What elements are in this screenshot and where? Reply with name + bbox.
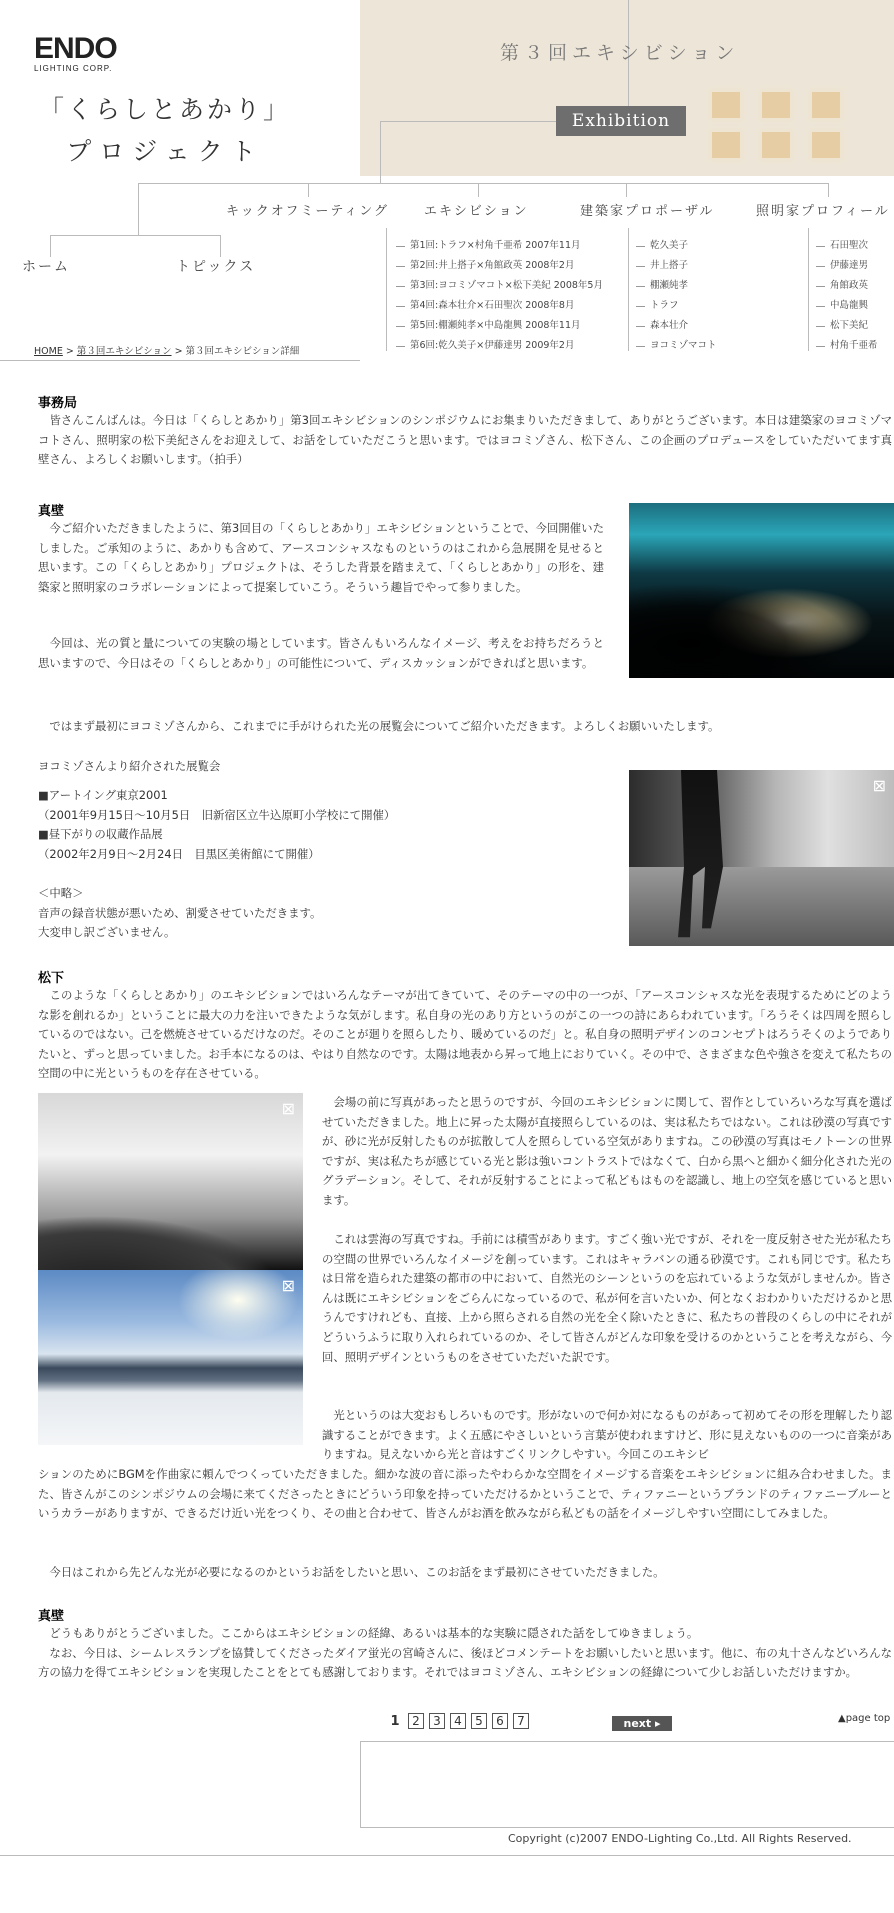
lighting-link[interactable]: 中島龍興 xyxy=(816,296,878,316)
lighting-link[interactable]: 村角千亜希 xyxy=(816,336,878,356)
architect-link[interactable]: 棚瀬純孝 xyxy=(636,276,717,296)
speaker-label: 松下 xyxy=(38,971,65,986)
tree-line xyxy=(380,121,381,183)
breadcrumb-current: 第３回エキシビション詳細 xyxy=(185,346,300,357)
page-current: 1 xyxy=(390,1714,400,1729)
tree-line xyxy=(386,228,387,351)
lighting-link[interactable]: 松下美紀 xyxy=(816,316,878,336)
speaker-label: 真壁 xyxy=(38,504,65,519)
paragraph: 今日はこれから先どんな光が必要になるのかというお話をしたいと思い、このお話をまず最初にさせていただきました。 xyxy=(38,1565,665,1579)
paragraph: 会場の前に写真があったと思うのですが、今回のエキシビションに関して、習作としていろいろな写真を選ばせていただきました。地上に昇った太陽が直接照らしているのは、実は私たちではない。これは砂漠の写真ですが、砂に光が反射したものが拡散して人を照らしている空気がありますね。この砂漠の写真はモノトーンの世界ですが、実は私たちが感じている光と影は強いコントラストではなくて、白から黒へと細かく細分化された光のグラデーション。そして、それが反射することによって私どもはものを認識し、地上の空気を感じていると思います。 xyxy=(322,1095,892,1207)
tree-line xyxy=(220,235,221,257)
breadcrumb-separator: > xyxy=(171,346,186,357)
omission-line: 音声の録音状態が悪いため、割愛させていただきます。 xyxy=(38,905,322,920)
page-top-link[interactable]: ▲page top xyxy=(838,1713,891,1724)
exhibition-link-5[interactable]: 第5回:棚瀬純孝×中島龍興 2008年11月 xyxy=(396,316,603,336)
footer-box xyxy=(360,1741,894,1828)
tree-line xyxy=(138,183,828,184)
exhibition-sublist xyxy=(396,236,603,356)
tree-line xyxy=(478,183,479,197)
nav-lighting-profile[interactable]: 照明家プロフィール xyxy=(756,204,890,219)
nav-exhibition[interactable]: エキシビション xyxy=(424,204,529,219)
paragraph: 光というのは大変おもしろいものです。形がないので何か対になるものがあって初めてその形を理解したり認識することができます。よく五感にやさしいという言葉が使われますけど、形に見えないものの一つに音楽がありますね。見えないから光と音はすごくリンクしやすい。今回このエキシビ xyxy=(322,1408,892,1462)
exhibition-link-6[interactable]: 第6回:乾久美子×伊藤達男 2009年2月 xyxy=(396,336,603,356)
breadcrumb-exhibition[interactable]: 第３回エキシビション xyxy=(76,346,172,357)
endo-logo[interactable] xyxy=(34,32,144,73)
exhibition-link-4[interactable]: 第4回:森本壮介×石田聖次 2008年8月 xyxy=(396,296,603,316)
sea-of-clouds-photo[interactable] xyxy=(38,1270,303,1445)
project-title-line2: プロジェクト xyxy=(66,137,264,166)
tree-line xyxy=(628,228,629,351)
page-link-5[interactable]: 5 xyxy=(471,1713,487,1729)
breadcrumb xyxy=(34,343,299,357)
decor-square-icon xyxy=(812,132,840,158)
intro-list xyxy=(38,786,618,864)
speaker-label: 事務局 xyxy=(38,396,78,411)
lighting-sublist xyxy=(816,236,878,356)
paragraph: このような「くらしとあかり」のエキシビションではいろんなテーマが出てきていて、そのテーマの中の一つが、「アースコンシャスな光を表現するためにどのような影を創れるか」ということに最大の力を注いできたような気がします。私自身の光のあり方というのがこの一つの詩にあらわれています。「ろうそくは四周を照らしているのではない。己を燃焼させているだけなのだ。そのことが廻りを照らしたり、暖めているのだ」と。私自身の照明デザインのコンセプトはろうそくのようでありたいと、ずっと思っていました。お手本になるのは、やはり自然なのです。太陽は地表から昇って地上におりていく。その中で、さまざまな色や強さを変えて私たちの空間の中に光というものを存在させている。 xyxy=(38,988,892,1081)
tree-line xyxy=(50,235,220,236)
architect-sublist xyxy=(636,236,717,356)
nav-kickoff-meeting[interactable]: キックオフミーティング xyxy=(226,204,390,219)
intro-line: （2002年2月9日〜2月24日 目黒区美術館にて開催） xyxy=(38,846,320,861)
audience-shadow xyxy=(629,573,894,678)
next-label: next xyxy=(623,1717,652,1730)
exhibition-badge: Exhibition xyxy=(556,106,686,136)
nav-topics[interactable]: トピックス xyxy=(176,259,256,275)
tree-line xyxy=(380,121,556,122)
paragraph: 皆さんこんばんは。今日は「くらしとあかり」第3回エキシビションのシンポジウムにお集まりいただきまして、ありがとうございます。本日は建築家のヨコミゾマコトさん、照明家の松下美紀さんをお迎えして、お話をしていただこうと思います。ではヨコミゾさん、松下さん、この企画のプロデュースをしていただいてます真壁さん、よろしくお願いします。（拍手） xyxy=(38,413,892,467)
exhibition-walk-photo[interactable] xyxy=(629,770,894,946)
paragraph: どうもありがとうございました。ここからはエキシビションの経緯、あるいは基本的な実験に隠された話をしてゆきましょう。 なお、今日は、シームレスランプを協賛してくださったダイア蛍光の宮崎さんに、後ほどコメンテートをお願いしたいと思います。他に、布の丸十さんなどいろんな方の協力を得てエキシビションを実現したことをとても感謝しております。それではヨコミゾさん、エキシビションの経緯について少しお話しいただけますか。 xyxy=(38,1626,892,1680)
intro-line: ■アートイング東京2001 xyxy=(38,788,168,802)
copyright: Copyright (c)2007 ENDO-Lighting Co.,Ltd. All Rights Reserved. xyxy=(508,1832,852,1845)
page-link-4[interactable]: 4 xyxy=(450,1713,466,1729)
pagination xyxy=(387,1713,534,1729)
architect-link[interactable]: 森本壮介 xyxy=(636,316,717,336)
decor-square-icon xyxy=(762,92,790,118)
tree-line xyxy=(808,228,809,351)
omission-line: ＜中略＞ xyxy=(38,886,84,900)
tree-line xyxy=(828,183,829,197)
tree-line xyxy=(308,183,309,197)
architect-link[interactable]: トラフ xyxy=(636,296,717,316)
seminar-photo xyxy=(629,503,894,678)
zoom-icon[interactable]: ⊠ xyxy=(872,776,886,795)
project-title-line1: 「くらしとあかり」 xyxy=(38,95,291,124)
lighting-link[interactable]: 伊藤達男 xyxy=(816,256,878,276)
project-title xyxy=(30,90,300,168)
tree-line xyxy=(138,183,139,235)
paragraph: ではまず最初にヨコミゾさんから、これまでに手がけられた光の展覧会についてご紹介いただきます。よろしくお願いいたします。 xyxy=(38,719,720,733)
logo-subtext: LIGHTING CORP. xyxy=(34,64,113,73)
intro-line: （2001年9月15日〜10月5日 旧新宿区立牛込原町小学校にて開催） xyxy=(38,807,396,822)
exhibition-link-2[interactable]: 第2回:井上搭子×角館政英 2008年2月 xyxy=(396,256,603,276)
header-divider xyxy=(0,360,360,361)
photo-floor xyxy=(629,867,894,946)
decor-square-icon xyxy=(762,132,790,158)
lighting-link[interactable]: 角館政英 xyxy=(816,276,878,296)
page-link-6[interactable]: 6 xyxy=(492,1713,508,1729)
desert-dune-photo[interactable] xyxy=(38,1093,303,1270)
omission-line: 大変申し訳ございません。 xyxy=(38,925,176,940)
paragraph: 今回は、光の質と量についての実験の場としています。皆さんもいろんなイメージ、考えをお持ちだろうと思いますので、今日はその「くらしとあかり」の可能性について、ディスカッションができればと思います。 xyxy=(38,636,604,670)
decor-square-icon xyxy=(712,92,740,118)
tree-line xyxy=(626,183,627,197)
omission-note xyxy=(38,884,618,943)
paragraph: ションのためにBGMを作曲家に頼んでつくっていただきました。細かな波の音に添ったやわらかな空間をイメージする音楽をエキシビションに組み合わせました。また、皆さんがこのシンポジウムの会場に来てくださったときにどういう印象を持っていただけるかということで、ティファニーというブランドのティファニーブルーというカラーがありますが、できるだけ近い光をつくり、その曲と合わせて、皆さんがお酒を飲みながら私どもの話をイメージしやすい空間にしてみました。 xyxy=(38,1467,892,1521)
exhibition-link-3[interactable]: 第3回:ヨコミゾマコト×松下美紀 2008年5月 xyxy=(396,276,603,296)
paragraph: これは雲海の写真ですね。手前には積雪があります。すごく強い光ですが、それを一度反射させた光が私たちの空間の世界でいろんなイメージを創っています。これはキャラバンの通る砂漠です。これも同じです。私たちは日常を造られた建築の都市の中において、自然光のシーンというのを忘れているような気がしませんか。皆さんは既にエキシビションをごらんになっているので、私が何を言いたいか、何となくおわかりいただけるかと思うんですけれども、直接、上から照らされる自然の光を全く除いたときに、私たちの普段のくらしの中にそれがどういうふうに取り入れられているのか、そして皆さんがどんな印象を受けるのかということを考えながら、今回、照明デザインというものをさせていただいた訳です。 xyxy=(322,1232,892,1364)
logo-mark: ENDO xyxy=(34,32,117,65)
page-link-2[interactable]: 2 xyxy=(408,1713,424,1729)
nav-architect-proposal[interactable]: 建築家プロポーザル xyxy=(580,204,715,219)
breadcrumb-separator: > xyxy=(62,346,77,357)
lighting-link[interactable]: 石田聖次 xyxy=(816,236,878,256)
zoom-icon[interactable]: ⊠ xyxy=(281,1276,295,1295)
next-button[interactable] xyxy=(612,1716,672,1731)
page-link-3[interactable]: 3 xyxy=(429,1713,445,1729)
intro-line: ■昼下がりの収蔵作品展 xyxy=(38,827,163,842)
nav-home[interactable]: ホーム xyxy=(22,259,70,275)
paragraph: 今ご紹介いただきましたように、第3回目の「くらしとあかり」エキシビションということで、今回開催いたしました。ご承知のように、あかりも含めて、アースコンシャスなものというのはこれから急展開を見せると思います。この「くらしとあかり」プロジェクトは、そうした背景を踏まえて、「くらしとあかり」の形を、建築家と照明家のコラボレーションによって提案していこう。そういう趣旨でやって参りました。 xyxy=(38,521,604,594)
tree-line xyxy=(50,235,51,257)
intro-heading: ヨコミゾさんより紹介された展覧会 xyxy=(38,759,221,773)
arrow-right-icon: ▸ xyxy=(654,1717,661,1730)
architect-link[interactable]: ヨコミゾマコト xyxy=(636,336,717,356)
footer-divider xyxy=(0,1855,894,1856)
page-link-7[interactable]: 7 xyxy=(513,1713,529,1729)
exhibition-heading: 第３回エキシビション xyxy=(500,42,740,64)
exhibition-link-1[interactable]: 第1回:トラフ×村角千亜希 2007年11月 xyxy=(396,236,603,256)
speaker-label: 真壁 xyxy=(38,1609,65,1624)
zoom-icon[interactable]: ⊠ xyxy=(281,1099,295,1118)
decor-square-icon xyxy=(712,132,740,158)
architect-link[interactable]: 乾久美子 xyxy=(636,236,717,256)
decor-square-icon xyxy=(812,92,840,118)
breadcrumb-home[interactable]: HOME xyxy=(34,346,63,357)
architect-link[interactable]: 井上搭子 xyxy=(636,256,717,276)
